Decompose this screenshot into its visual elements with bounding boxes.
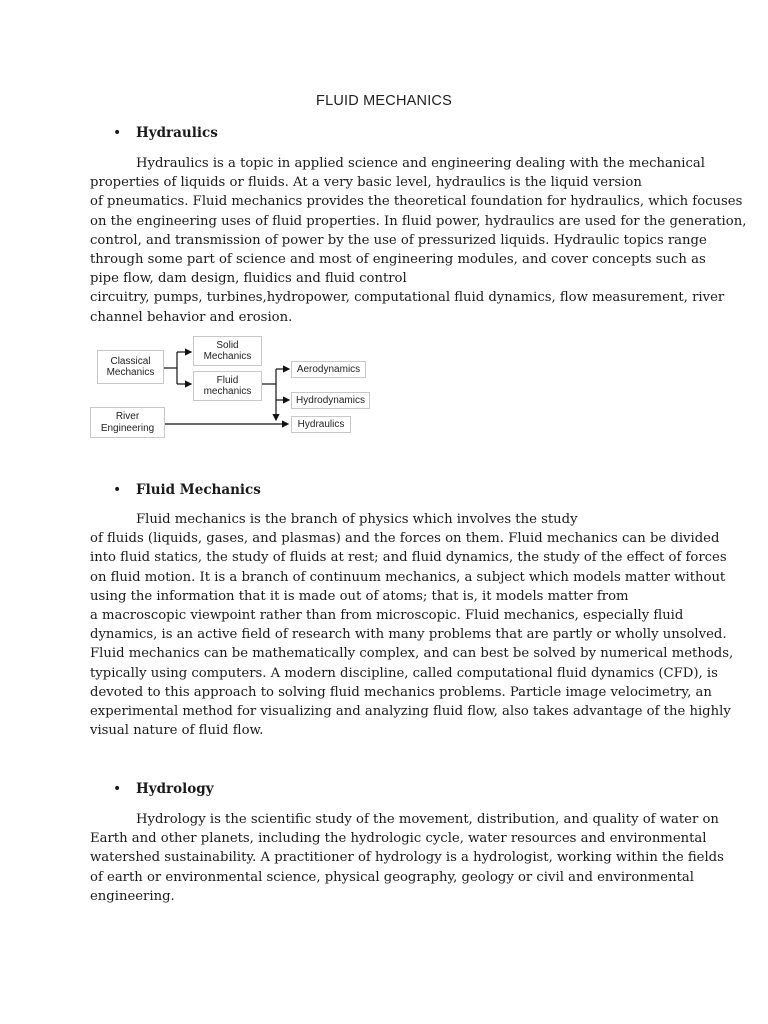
text-line: typically using computers. A modern discipline, called computational fluid dynamics (CFD), is <box>90 665 718 681</box>
box-label: Mechanics <box>203 351 252 362</box>
text-line: using the information that it is made out of atoms; that is, it models matter from <box>90 588 629 604</box>
box-label: Mechanics <box>106 367 155 378</box>
box-classical-mechanics <box>97 350 164 384</box>
text-line: channel behavior and erosion. <box>90 309 293 325</box>
page-title: FLUID MECHANICS <box>316 93 452 109</box>
text-line: experimental method for visualizing and analyzing fluid flow, also takes advantage of the highly <box>90 703 731 719</box>
text-line: dynamics, is an active field of research with many problems that are partly or wholly unsolved. <box>90 627 727 643</box>
box-label: Classical <box>110 355 151 367</box>
text-line: through some part of science and most of engineering modules, and cover concepts such as <box>90 251 706 267</box>
box-aerodynamics: Aerodynamics <box>291 361 366 378</box>
text-line: Fluid mechanics can be mathematically complex, and can best be solved by numerical methods, <box>90 646 734 662</box>
text-line: a macroscopic viewpoint rather than from microscopic. Fluid mechanics, especially fluid <box>90 607 684 623</box>
box-hydrodynamics: Hydrodynamics <box>291 392 370 409</box>
box-label: Solid <box>216 339 239 351</box>
text-line: devoted to this approach to solving fluid mechanics problems. Particle image velocimetry, an <box>90 684 712 700</box>
text-line: visual nature of fluid flow. <box>90 723 264 739</box>
mechanics-hierarchy-diagram <box>88 334 388 444</box>
text-line: watershed sustainability. A practitioner of hydrology is a hydrologist, working within the fields <box>90 850 724 866</box>
text-line: pipe flow, dam design, fluidics and fluid control <box>90 271 407 287</box>
paragraph-hydraulics <box>90 154 747 327</box>
text-line: on the engineering uses of fluid properties. In fluid power, hydraulics are used for the generation, <box>90 213 747 229</box>
box-river-engineering <box>90 407 165 438</box>
box-label: mechanics <box>203 386 252 397</box>
text-line: control, and transmission of power by the use of pressurized liquids. Hydraulic topics range <box>90 232 707 248</box>
bullet-marker: • <box>113 482 122 498</box>
box-label: River <box>115 411 140 422</box>
section-heading-label: Hydrology <box>136 781 214 797</box>
box-hydraulics: Hydraulics <box>291 416 351 433</box>
box-label: Fluid <box>216 374 239 386</box>
bullet-marker: • <box>113 125 122 141</box>
box-solid-mechanics <box>193 336 262 366</box>
paragraph-fluid-mechanics <box>90 510 734 740</box>
text-line: properties of liquids or fluids. At a very basic level, hydraulics is the liquid version <box>90 175 642 191</box>
text-line: on fluid motion. It is a branch of continuum mechanics, a subject which models matter without <box>90 569 726 585</box>
text-line: engineering. <box>90 888 175 904</box>
text-line: Earth and other planets, including the hydrologic cycle, water resources and environmental <box>90 831 707 847</box>
bullet-marker: • <box>113 781 122 797</box>
text-line: Fluid mechanics is the branch of physics which involves the study <box>136 512 578 527</box>
text-line: Hydraulics is a topic in applied science and engineering dealing with the mechanical <box>136 156 705 171</box>
text-line: Hydrology is the scientific study of the movement, distribution, and quality of water on <box>136 812 719 827</box>
section-heading-label: Hydraulics <box>136 125 218 141</box>
text-line: into fluid statics, the study of fluids at rest; and fluid dynamics, the study of the effect of forces <box>90 550 727 566</box>
box-label: Engineering <box>100 422 155 434</box>
text-line: of fluids (liquids, gases, and plasmas) and the forces on them. Fluid mechanics can be divided <box>90 531 720 547</box>
text-line: of pneumatics. Fluid mechanics provides the theoretical foundation for hydraulics, which focuses <box>90 194 743 210</box>
box-fluid-mechanics <box>193 371 262 401</box>
text-line: circuitry, pumps, turbines,hydropower, computational fluid dynamics, flow measurement, river <box>90 290 725 306</box>
section-heading-label: Fluid Mechanics <box>136 482 261 498</box>
paragraph-hydrology <box>90 810 724 906</box>
text-line: of earth or environmental science, physical geography, geology or civil and environmental <box>90 869 694 885</box>
